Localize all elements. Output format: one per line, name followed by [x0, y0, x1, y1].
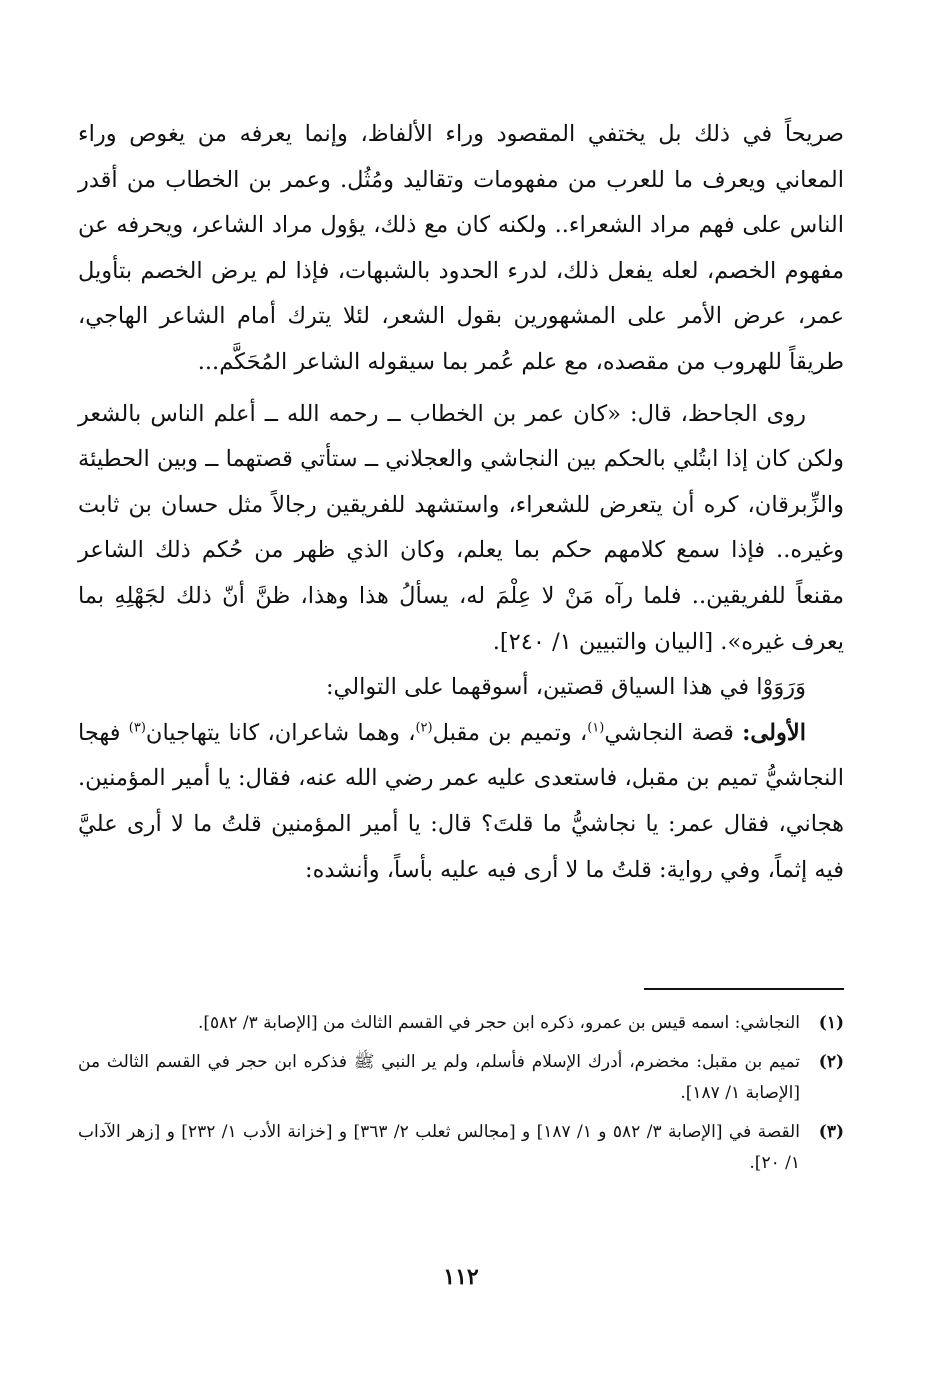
footnote-ref-3: (٣) [128, 720, 146, 736]
paragraph-4-text-c: ، وهما شاعران، كانا يتهاجيان [145, 719, 416, 746]
paragraph-1: صريحاً في ذلك بل يختفي المقصود وراء الألفاظ، وإنما يعرفه من يغوص وراء المعاني ويعرف ما للعرب من مفهومات وتقاليد ومُثُل. وعمر بن الخطاب من أقدر الناس على فهم مراد الشعراء.. ولكنه كان مع ذلك، يؤول مراد الشاعر، ويحرفه عن مفهوم الخصم، لعله يفعل ذلك، لدرء الحدود بالشبهات، فإذا لم يرض الخصم بتأويل عمر، عرض الأمر على المشهورين بقول الشعر، لئلا يترك أمام الشاعر الهاجي، طريقاً للهروب من مقصده، مع علم عُمر بما سيقوله الشاعر المُحَكَّم... [78, 121, 844, 375]
paragraph-4-text-a: قصة النجاشي [604, 719, 743, 746]
paragraph-2: روى الجاحظ، قال: «كان عمر بن الخطاب ــ رحمه الله ــ أعلم الناس بالشعر ولكن كان إذا ابتُلي بالحكم بين النجاشي والعجلاني ــ ستأتي قصتهما ــ وبين الحطيئة والزِّبرقان، كره أن يتعرض للشعراء، واستشهد للفريقين رجالاً مثل حسان بن ثابت وغيره.. فإذا سمع كلامهم حكم بما يعلم، وكان الذي ظهر من حُكم ذلك الشاعر مقنعاً للفريقين.. فلما رآه مَنْ لا عِلْمَ له، يسألُ هذا وهذا، ظنَّ أنّ ذلك لجَهْلِهِ بما يعرف غيره». [البيان والتبيين ١/ ٢٤٠]. [78, 400, 844, 655]
footnote-text: النجاشي: اسمه قيس بن عمرو، ذكره ابن حجر في القسم الثالث من [الإصابة ٣/ ٥٨٢]. [198, 1013, 800, 1033]
footnote-ref-2: (٢) [415, 720, 433, 736]
document-page [78, 112, 844, 1332]
footnote-number: (١) [818, 1013, 844, 1033]
footnote-number: (٢) [818, 1052, 844, 1072]
footnote-divider [644, 988, 844, 990]
page-number: ١١٢ [443, 1264, 479, 1290]
paragraph-3: وَرَوَوْا في هذا السياق قصتين، أسوقهما على التوالي: [325, 674, 806, 701]
footnote-ref-1: (١) [587, 720, 605, 736]
footnotes [78, 1008, 844, 1187]
paragraph-4 [78, 711, 844, 893]
paragraph-4-text-d: فهجا النجاشيُّ تميم بن مقبل، فاستعدى عليه عمر رضي الله عنه، فقال: يا أمير المؤمنين. هجاني، فقال عمر: يا نجاشيُّ ما قلتَ؟ قال: يا أمير المؤمنين قلتُ ما لا أرى عليَّ فيه إثماً، وفي رواية: قلتُ ما لا أرى فيه عليه بأساً، وأنشده: [78, 719, 844, 883]
paragraph-4-lead: الأولى: [742, 719, 806, 746]
paragraph-4-text-b: ، وتميم بن مقبل [432, 719, 588, 746]
footnote-2 [78, 1047, 844, 1109]
footnote-1 [78, 1008, 844, 1039]
footnote-3 [78, 1117, 844, 1179]
footnote-text: القصة في [الإصابة ٣/ ٥٨٢ و ١/ ١٨٧] و [مجالس ثعلب ٢/ ٣٦٣] و [خزانة الأدب ١/ ٢٣٢] و [زهر الآداب ١/ ٢٠]. [78, 1122, 800, 1173]
footnote-number: (٣) [818, 1122, 844, 1142]
main-text [78, 112, 844, 893]
footnote-text: تميم بن مقبل: مخضرم، أدرك الإسلام فأسلم، ولم ير النبي ﷺ فذكره ابن حجر في القسم الثالث من [الإصابة ١/ ١٨٧]. [78, 1052, 800, 1103]
